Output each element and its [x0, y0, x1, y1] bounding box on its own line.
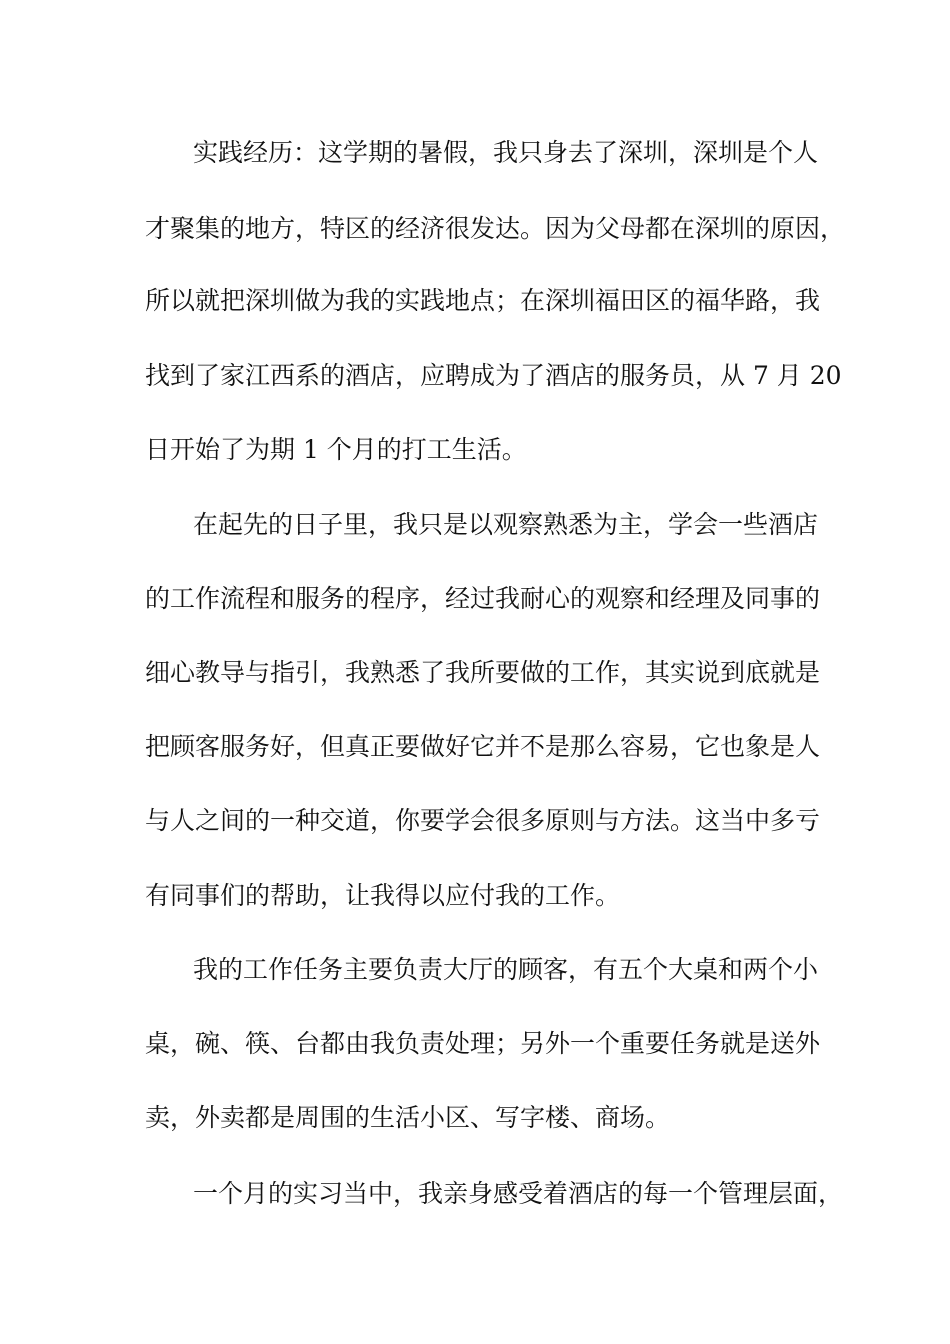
paragraph-2-line-3: 细心教导与指引，我熟悉了我所要做的工作，其实说到底就是 [145, 658, 821, 687]
paragraph-3-line-2: 桌，碗、筷、台都由我负责处理；另外一个重要任务就是送外 [145, 1029, 821, 1058]
paragraph-2-line-4: 把顾客服务好，但真正要做好它并不是那么容易，它也象是人 [145, 732, 821, 761]
paragraph-2-line-5: 与人之间的一种交道，你要学会很多原则与方法。这当中多亏 [145, 806, 821, 835]
paragraph-3-line-3: 卖，外卖都是周围的生活小区、写字楼、商场。 [145, 1103, 671, 1132]
paragraph-2-line-1: 在起先的日子里，我只是以观察熟悉为主，学会一些酒店 [193, 510, 819, 539]
paragraph-1-line-5: 日开始了为期 1 个月的打工生活。 [145, 435, 527, 464]
paragraph-1-line-3: 所以就把深圳做为我的实践地点；在深圳福田区的福华路，我 [145, 286, 821, 315]
paragraph-4-line-1: 一个月的实习当中，我亲身感受着酒店的每一个管理层面， [193, 1179, 844, 1208]
paragraph-1-line-4: 找到了家江西系的酒店，应聘成为了酒店的服务员，从 7 月 20 [145, 361, 842, 390]
paragraph-3-line-1: 我的工作任务主要负责大厅的顾客，有五个大桌和两个小 [193, 955, 819, 984]
paragraph-2-line-6: 有同事们的帮助，让我得以应付我的工作。 [145, 881, 621, 910]
paragraph-1-line-2: 才聚集的地方，特区的经济很发达。因为父母都在深圳的原因， [145, 214, 846, 243]
paragraph-1-line-1: 实践经历：这学期的暑假，我只身去了深圳，深圳是个人 [193, 138, 819, 167]
paragraph-2-line-2: 的工作流程和服务的程序，经过我耐心的观察和经理及同事的 [145, 584, 821, 613]
